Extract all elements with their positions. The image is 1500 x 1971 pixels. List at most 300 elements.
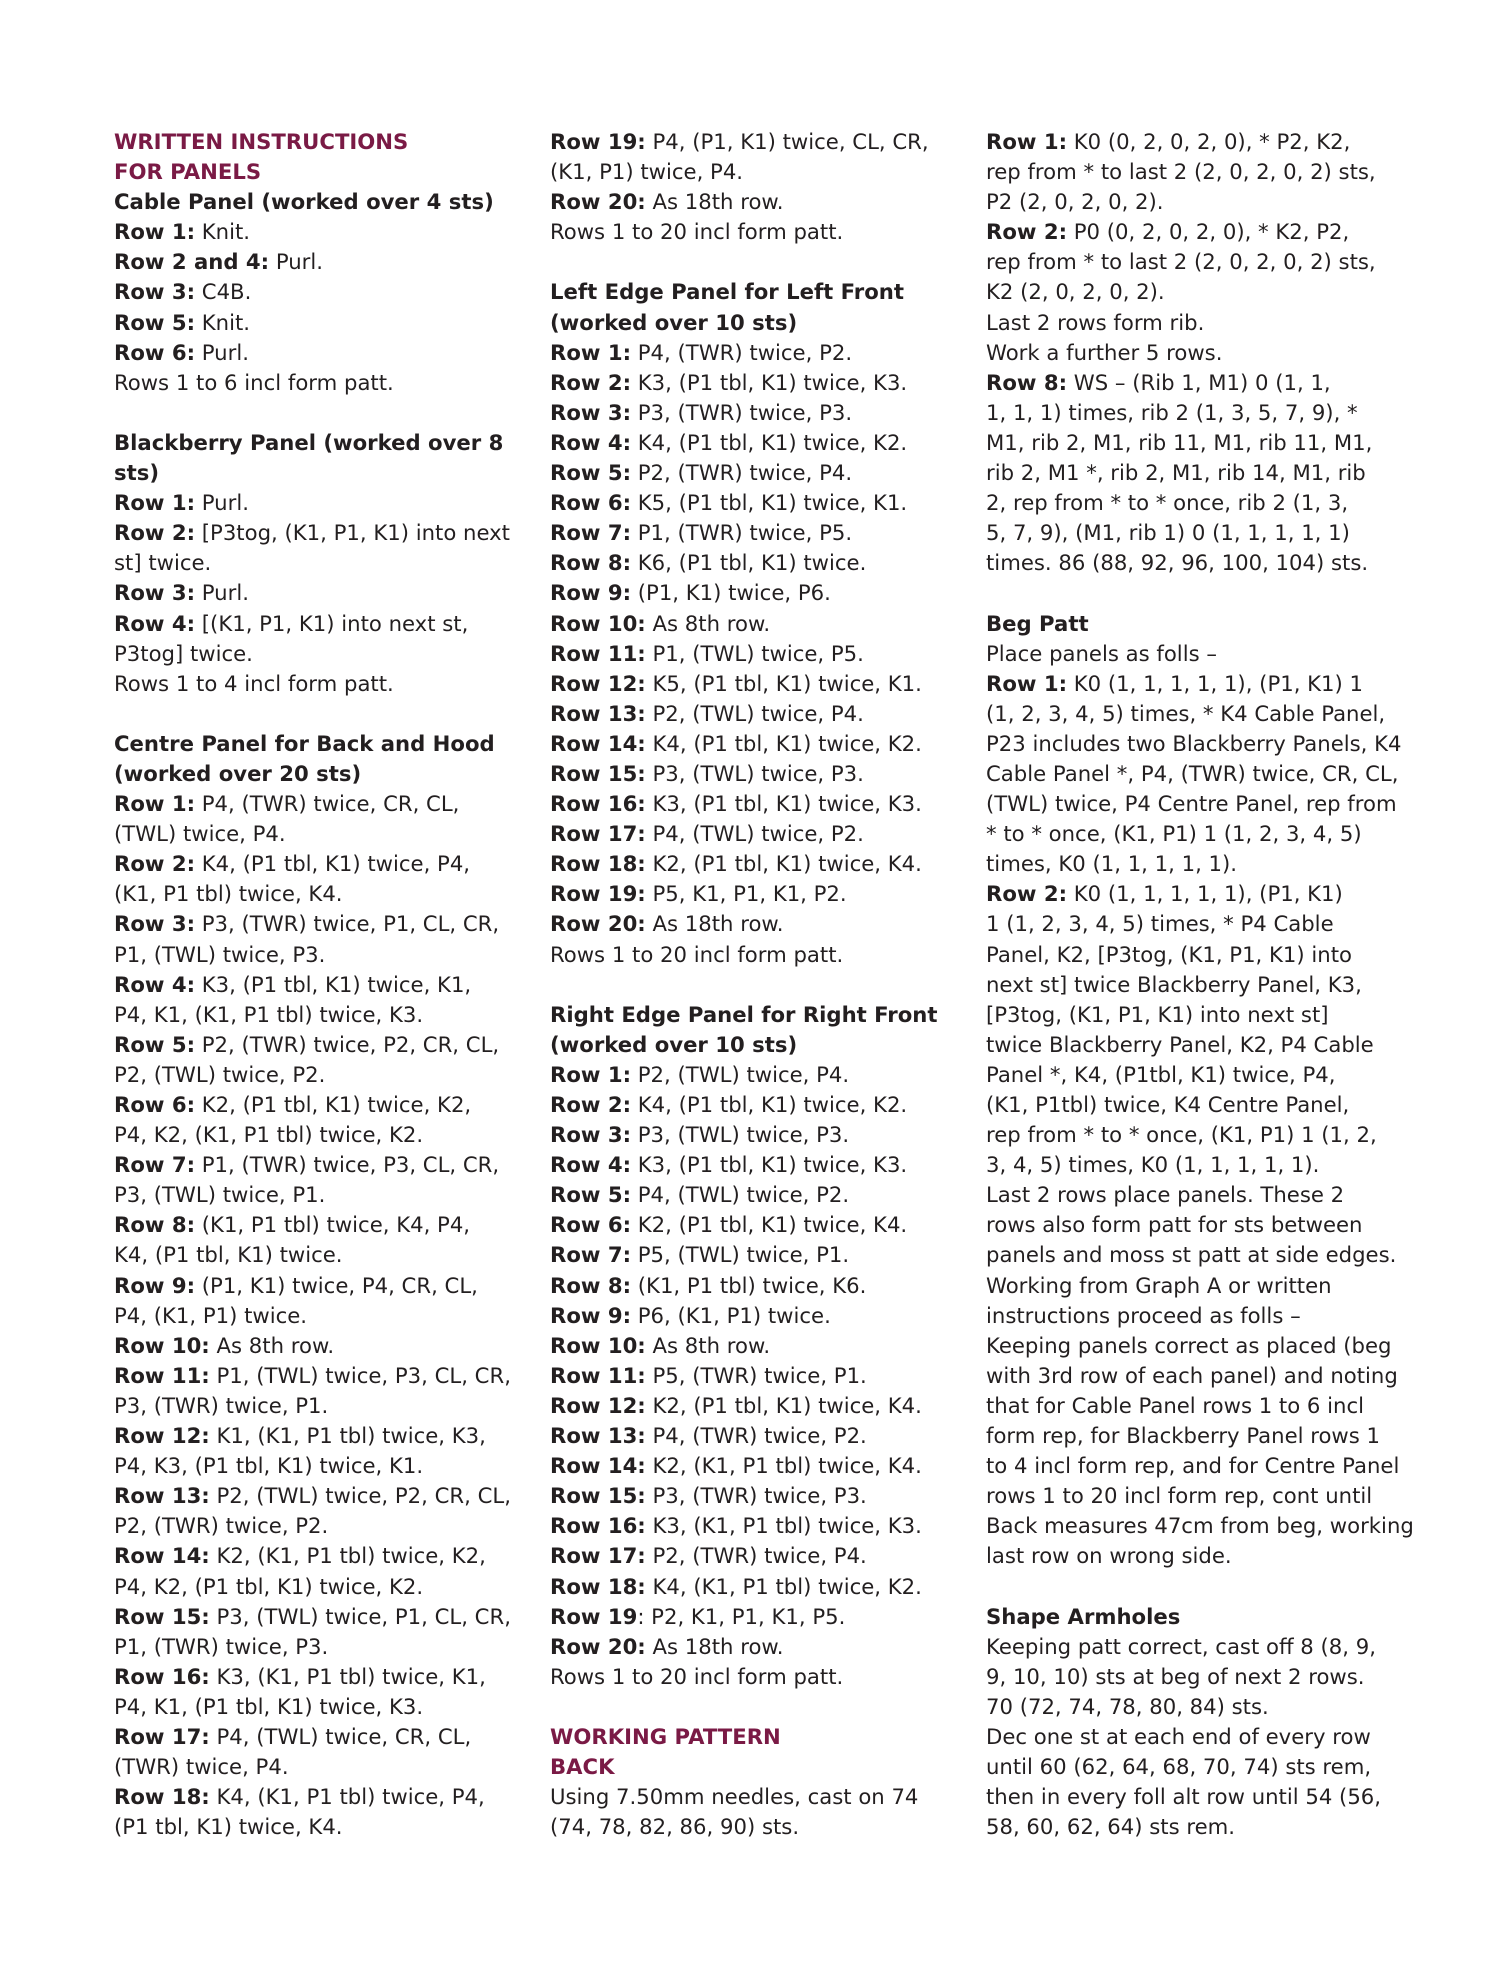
section-heading: WRITTEN INSTRUCTIONS xyxy=(114,129,409,154)
row-label: Row 7: xyxy=(550,520,632,546)
row-instruction xyxy=(550,639,962,669)
row-instruction xyxy=(114,247,528,277)
row-instruction xyxy=(550,368,962,398)
row-text: (K1, P1 tbl) twice, K6. xyxy=(631,1272,867,1298)
row-continuation: P3tog] twice. xyxy=(114,640,253,666)
row-label: Row 12: xyxy=(550,1392,646,1418)
row-continuation: (P1 tbl, K1) twice, K4. xyxy=(114,1814,343,1840)
body-line: Dec one st at each end of every row xyxy=(986,1723,1371,1749)
row-text: P6, (K1, P1) twice. xyxy=(631,1302,831,1328)
row-continuation: st] twice. xyxy=(114,550,212,576)
row-instruction xyxy=(550,1331,962,1361)
row-text: P5, K1, P1, K1, P2. xyxy=(645,881,847,907)
row-text: K4, (P1 tbl, K1) twice, K2. xyxy=(645,730,922,756)
row-continuation: rep from * to last 2 (2, 0, 2, 0, 2) sts, xyxy=(986,159,1376,185)
row-text: P3, (TWR) twice, P3. xyxy=(645,1483,867,1509)
row-instruction xyxy=(550,458,962,488)
row-instruction xyxy=(114,277,528,307)
row-instruction xyxy=(550,1090,962,1120)
row-label: Row 7: xyxy=(550,1242,632,1268)
row-instruction xyxy=(550,548,962,578)
row-text: Purl. xyxy=(195,339,249,365)
section-heading: WORKING PATTERN xyxy=(550,1723,781,1749)
row-label: Row 6: xyxy=(550,490,632,516)
column-3 xyxy=(986,127,1414,1842)
row-instruction xyxy=(550,849,962,879)
row-text: K4, (P1 tbl, K1) twice, K2. xyxy=(631,429,908,455)
row-label: Row 2: xyxy=(986,219,1068,245)
row-instruction xyxy=(114,789,528,819)
section-heading: BACK xyxy=(550,1754,615,1780)
row-label: Row 3: xyxy=(114,279,196,305)
row-label: Row 17: xyxy=(550,821,646,847)
row-text: Knit. xyxy=(195,309,251,335)
panel-title: Cable Panel (worked over 4 sts) xyxy=(114,189,494,215)
row-label: Row 3: xyxy=(114,580,196,606)
row-continuation: P4, K1, (K1, P1 tbl) twice, K3. xyxy=(114,1001,424,1027)
row-instruction xyxy=(114,849,528,879)
row-instruction xyxy=(550,1391,962,1421)
row-label: Row 2: xyxy=(114,851,196,877)
body-line: Last 2 rows place panels. These 2 xyxy=(986,1182,1345,1208)
row-instruction xyxy=(550,609,962,639)
row-continuation: K2 (2, 0, 2, 0, 2). xyxy=(986,279,1165,305)
row-label: Row 1: xyxy=(550,1061,632,1087)
row-label: Row 20: xyxy=(550,1633,646,1659)
row-text: P1, (TWR) twice, P3, CL, CR, xyxy=(195,1152,500,1178)
row-instruction xyxy=(550,729,962,759)
row-text: P4, (TWL) twice, P2. xyxy=(645,821,864,847)
panel-title: Blackberry Panel (worked over 8 xyxy=(114,429,504,455)
row-instruction xyxy=(114,1481,528,1511)
row-text: K3, (K1, P1 tbl) twice, K1, xyxy=(209,1663,486,1689)
row-label: Row 6: xyxy=(114,339,196,365)
row-text: Purl. xyxy=(269,249,323,275)
row-continuation: times. 86 (88, 92, 96, 100, 104) sts. xyxy=(986,550,1369,576)
row-text: P3, (TWL) twice, P3. xyxy=(631,1122,850,1148)
row-instruction xyxy=(550,879,962,909)
row-text: P4, (TWR) twice, P2. xyxy=(631,339,853,365)
row-instruction xyxy=(550,669,962,699)
row-label: Row 11: xyxy=(550,640,646,666)
row-continuation: 1, 1, 1) times, rib 2 (1, 3, 5, 7, 9), * xyxy=(986,399,1358,425)
row-text: K4, (P1 tbl, K1) twice, K2. xyxy=(631,1092,908,1117)
row-instruction xyxy=(114,578,528,608)
row-instruction xyxy=(114,970,528,1000)
row-continuation: K4, (P1 tbl, K1) twice. xyxy=(114,1242,343,1268)
body-line: panels and moss st patt at side edges. xyxy=(986,1242,1397,1268)
row-instruction xyxy=(114,1090,528,1120)
row-instruction xyxy=(550,1511,962,1541)
row-text: Knit. xyxy=(195,219,251,245)
row-text: P2, (TWR) twice, P2, CR, CL, xyxy=(195,1031,500,1057)
row-text: K5, (P1 tbl, K1) twice, K1. xyxy=(645,670,922,696)
row-instruction xyxy=(550,1210,962,1240)
row-text: P4, (TWL) twice, P2. xyxy=(631,1182,850,1208)
row-label: Row 1: xyxy=(550,339,632,365)
row-label: Row 15: xyxy=(550,1483,646,1509)
row-continuation: 5, 7, 9), (M1, rib 1) 0 (1, 1, 1, 1, 1) xyxy=(986,520,1350,546)
row-instruction xyxy=(550,699,962,729)
row-label: Row 6: xyxy=(114,1092,196,1117)
body-line: Back measures 47cm from beg, working xyxy=(986,1513,1414,1539)
row-label: Row 15: xyxy=(114,1603,210,1629)
row-label: Row 13: xyxy=(550,700,646,726)
row-instruction xyxy=(550,1271,962,1301)
row-label: Row 10: xyxy=(114,1332,210,1358)
row-label: Row 19 xyxy=(550,1603,638,1629)
row-label: Row 3: xyxy=(550,1122,632,1148)
row-label: Row 2: xyxy=(550,1092,632,1117)
row-instruction xyxy=(550,1060,962,1090)
row-continuation: (K1, P1 tbl) twice, K4. xyxy=(114,881,343,907)
row-instruction xyxy=(550,338,962,368)
row-text: [(K1, P1, K1) into next st, xyxy=(195,610,469,636)
row-text: As 8th row. xyxy=(645,1332,771,1358)
row-text: P2, (TWL) twice, P4. xyxy=(645,700,864,726)
row-text: P1, (TWL) twice, P5. xyxy=(645,640,864,666)
row-instruction xyxy=(550,187,962,217)
body-line: until 60 (62, 64, 68, 70, 74) sts rem, xyxy=(986,1754,1372,1780)
row-text: K0 (1, 1, 1, 1, 1), (P1, K1) xyxy=(1067,881,1343,907)
row-label: Row 5: xyxy=(550,1182,632,1208)
row-continuation: [P3tog, (K1, P1, K1) into next st] xyxy=(986,1001,1329,1027)
row-instruction xyxy=(114,1030,528,1060)
row-text: K3, (P1 tbl, K1) twice, K3. xyxy=(631,1152,908,1178)
row-text: P3, (TWR) twice, P1, CL, CR, xyxy=(195,911,500,937)
row-text: : P2, K1, P1, K1, P5. xyxy=(637,1603,846,1629)
row-label: Row 5: xyxy=(114,309,196,335)
row-continuation: * to * once, (K1, P1) 1 (1, 2, 3, 4, 5) xyxy=(986,821,1362,847)
row-instruction xyxy=(114,1421,528,1451)
row-continuation: P2, (TWL) twice, P2. xyxy=(114,1061,326,1087)
body-line: then in every foll alt row until 54 (56, xyxy=(986,1784,1382,1810)
row-label: Row 1: xyxy=(986,129,1068,154)
row-text: (K1, P1 tbl) twice, K4, P4, xyxy=(195,1212,471,1238)
row-instruction xyxy=(550,759,962,789)
row-text: K3, (P1 tbl, K1) twice, K3. xyxy=(631,369,908,395)
row-instruction xyxy=(986,669,1398,699)
row-instruction xyxy=(114,338,528,368)
row-instruction xyxy=(550,1481,962,1511)
row-continuation: (TWL) twice, P4. xyxy=(114,821,286,847)
row-instruction xyxy=(114,1782,528,1812)
row-label: Row 20: xyxy=(550,911,646,937)
row-text: K2, (P1 tbl, K1) twice, K4. xyxy=(645,851,922,877)
body-line: Using 7.50mm needles, cast on 74 xyxy=(550,1784,919,1810)
row-continuation: P4, K1, (P1 tbl, K1) twice, K3. xyxy=(114,1693,424,1719)
row-instruction xyxy=(114,909,528,939)
row-instruction xyxy=(550,127,962,157)
row-continuation: rib 2, M1 *, rib 2, M1, rib 14, M1, rib xyxy=(986,460,1366,486)
row-instruction xyxy=(550,1451,962,1481)
row-instruction xyxy=(550,789,962,819)
row-text: P4, (TWR) twice, P2. xyxy=(645,1423,867,1449)
row-label: Row 9: xyxy=(114,1272,196,1298)
row-instruction xyxy=(114,609,528,639)
row-instruction xyxy=(550,1180,962,1210)
row-instruction xyxy=(114,1271,528,1301)
body-line: Keeping panels correct as placed (beg xyxy=(986,1332,1392,1358)
body-line: Last 2 rows form rib. xyxy=(986,309,1205,335)
row-label: Row 14: xyxy=(114,1543,210,1569)
row-text: K3, (K1, P1 tbl) twice, K3. xyxy=(645,1513,922,1539)
row-instruction xyxy=(114,1541,528,1571)
row-label: Row 6: xyxy=(550,1212,632,1238)
row-label: Row 19: xyxy=(550,129,646,154)
row-continuation: P4, K2, (K1, P1 tbl) twice, K2. xyxy=(114,1122,424,1148)
row-instruction xyxy=(550,1361,962,1391)
row-continuation: rep from * to * once, (K1, P1) 1 (1, 2, xyxy=(986,1122,1377,1148)
panel-title: Beg Patt xyxy=(986,610,1089,636)
row-label: Row 1: xyxy=(986,670,1068,696)
row-continuation: P4, (K1, P1) twice. xyxy=(114,1302,308,1328)
row-label: Row 3: xyxy=(550,399,632,425)
row-label: Row 9: xyxy=(550,580,632,606)
body-line: form rep, for Blackberry Panel rows 1 xyxy=(986,1423,1381,1449)
row-label: Row 2: xyxy=(114,520,196,546)
row-continuation: times, K0 (1, 1, 1, 1, 1). xyxy=(986,851,1238,877)
row-instruction xyxy=(986,127,1398,157)
row-text: P4, (P1, K1) twice, CL, CR, xyxy=(645,129,929,154)
row-text: P1, (TWL) twice, P3, CL, CR, xyxy=(209,1362,511,1388)
row-label: Row 2 and 4: xyxy=(114,249,270,275)
row-text: K4, (K1, P1 tbl) twice, K2. xyxy=(645,1573,922,1599)
row-continuation: 1 (1, 2, 3, 4, 5) times, * P4 Cable xyxy=(986,911,1334,937)
row-label: Row 13: xyxy=(114,1483,210,1509)
row-label: Row 1: xyxy=(114,490,196,516)
row-label: Row 12: xyxy=(550,670,646,696)
row-instruction xyxy=(550,578,962,608)
row-text: (P1, K1) twice, P6. xyxy=(631,580,831,606)
body-line: that for Cable Panel rows 1 to 6 incl xyxy=(986,1392,1365,1418)
row-label: Row 7: xyxy=(114,1152,196,1178)
row-text: P1, (TWR) twice, P5. xyxy=(631,520,853,546)
body-line: Work a further 5 rows. xyxy=(986,339,1223,365)
row-text: K5, (P1 tbl, K1) twice, K1. xyxy=(631,490,908,516)
row-instruction xyxy=(550,819,962,849)
row-instruction xyxy=(550,1572,962,1602)
panel-title: Centre Panel for Back and Hood xyxy=(114,730,495,756)
row-instruction xyxy=(550,1632,962,1662)
body-line: (74, 78, 82, 86, 90) sts. xyxy=(550,1814,800,1840)
panel-title: Left Edge Panel for Left Front xyxy=(550,279,905,305)
row-instruction xyxy=(114,1331,528,1361)
panel-footer: Rows 1 to 20 incl form patt. xyxy=(550,1663,844,1689)
row-text: As 8th row. xyxy=(645,610,771,636)
row-label: Row 4: xyxy=(550,429,632,455)
row-continuation: (K1, P1) twice, P4. xyxy=(550,159,744,185)
column-1 xyxy=(114,127,528,1842)
row-text: K1, (K1, P1 tbl) twice, K3, xyxy=(209,1423,486,1449)
row-instruction xyxy=(114,1210,528,1240)
row-instruction xyxy=(550,1150,962,1180)
row-text: K2, (P1 tbl, K1) twice, K4. xyxy=(645,1392,922,1418)
body-line: rows 1 to 20 incl form rep, cont until xyxy=(986,1483,1373,1509)
row-label: Row 5: xyxy=(550,460,632,486)
row-continuation: 3, 4, 5) times, K0 (1, 1, 1, 1, 1). xyxy=(986,1152,1320,1178)
row-label: Row 18: xyxy=(114,1784,210,1810)
body-line: rows also form patt for sts between xyxy=(986,1212,1363,1238)
row-text: K2, (K1, P1 tbl) twice, K4. xyxy=(645,1453,922,1479)
panel-title: (worked over 20 sts) xyxy=(114,760,362,786)
row-text: Purl. xyxy=(195,490,249,516)
body-line: instructions proceed as folls – xyxy=(986,1302,1301,1328)
row-continuation: P4, K2, (P1 tbl, K1) twice, K2. xyxy=(114,1573,424,1599)
row-instruction xyxy=(550,1301,962,1331)
row-label: Row 16: xyxy=(550,791,646,817)
row-label: Row 18: xyxy=(550,1573,646,1599)
row-instruction xyxy=(986,368,1398,398)
row-text: As 18th row. xyxy=(645,1633,784,1659)
row-label: Row 17: xyxy=(550,1543,646,1569)
row-label: Row 11: xyxy=(550,1362,646,1388)
row-label: Row 8: xyxy=(986,369,1068,395)
section-heading: FOR PANELS xyxy=(114,159,262,185)
row-continuation: Panel, K2, [P3tog, (K1, P1, K1) into xyxy=(986,941,1352,967)
row-instruction xyxy=(114,518,528,548)
row-label: Row 4: xyxy=(114,610,196,636)
row-continuation: Panel *, K4, (P1tbl, K1) twice, P4, xyxy=(986,1061,1336,1087)
row-text: P3, (TWR) twice, P3. xyxy=(631,399,853,425)
row-label: Row 8: xyxy=(550,1272,632,1298)
row-label: Row 13: xyxy=(550,1423,646,1449)
body-line: to 4 incl form rep, and for Centre Panel xyxy=(986,1453,1400,1479)
row-text: K4, (P1 tbl, K1) twice, P4, xyxy=(195,851,471,877)
row-instruction xyxy=(550,1120,962,1150)
body-line: Place panels as folls – xyxy=(986,640,1217,666)
row-text: P5, (TWR) twice, P1. xyxy=(645,1362,867,1388)
row-label: Row 2: xyxy=(550,369,632,395)
body-line: last row on wrong side. xyxy=(986,1543,1232,1569)
row-continuation: 2, rep from * to * once, rib 2 (1, 3, xyxy=(986,490,1349,516)
row-text: (P1, K1) twice, P4, CR, CL, xyxy=(195,1272,478,1298)
panel-footer: Rows 1 to 20 incl form patt. xyxy=(550,941,844,967)
body-line: 70 (72, 74, 78, 80, 84) sts. xyxy=(986,1693,1269,1719)
row-continuation: P23 includes two Blackberry Panels, K4 xyxy=(986,730,1402,756)
row-continuation: P2 (2, 0, 2, 0, 2). xyxy=(986,189,1164,215)
row-continuation: P1, (TWR) twice, P3. xyxy=(114,1633,329,1659)
row-label: Row 4: xyxy=(550,1152,632,1178)
row-instruction xyxy=(550,428,962,458)
row-label: Row 1: xyxy=(114,219,196,245)
panel-title: Shape Armholes xyxy=(986,1603,1181,1629)
row-label: Row 16: xyxy=(550,1513,646,1539)
row-continuation: M1, rib 2, M1, rib 11, M1, rib 11, M1, xyxy=(986,429,1373,455)
row-text: P3, (TWL) twice, P1, CL, CR, xyxy=(209,1603,511,1629)
row-continuation: Cable Panel *, P4, (TWR) twice, CR, CL, xyxy=(986,760,1399,786)
row-label: Row 11: xyxy=(114,1362,210,1388)
row-continuation: (K1, P1tbl) twice, K4 Centre Panel, xyxy=(986,1092,1350,1117)
row-continuation: P4, K3, (P1 tbl, K1) twice, K1. xyxy=(114,1453,424,1479)
row-continuation: P3, (TWL) twice, P1. xyxy=(114,1182,326,1208)
row-label: Row 10: xyxy=(550,1332,646,1358)
row-text: Purl. xyxy=(195,580,249,606)
row-instruction xyxy=(550,1421,962,1451)
column-2 xyxy=(550,127,962,1842)
panel-title: sts) xyxy=(114,460,160,486)
row-label: Row 8: xyxy=(550,550,632,576)
row-instruction xyxy=(550,518,962,548)
row-continuation: rep from * to last 2 (2, 0, 2, 0, 2) sts, xyxy=(986,249,1376,275)
row-label: Row 1: xyxy=(114,791,196,817)
row-label: Row 12: xyxy=(114,1423,210,1449)
row-instruction xyxy=(114,1150,528,1180)
row-instruction xyxy=(550,1541,962,1571)
row-text: K4, (K1, P1 tbl) twice, P4, xyxy=(209,1784,485,1810)
row-text: K6, (P1 tbl, K1) twice. xyxy=(631,550,867,576)
row-text: As 18th row. xyxy=(645,911,784,937)
row-text: [P3tog, (K1, P1, K1) into next xyxy=(195,520,510,546)
panel-footer: Rows 1 to 20 incl form patt. xyxy=(550,219,844,245)
row-label: Row 3: xyxy=(114,911,196,937)
body-line: with 3rd row of each panel) and noting xyxy=(986,1362,1398,1388)
body-line: 58, 60, 62, 64) sts rem. xyxy=(986,1814,1236,1840)
row-label: Row 9: xyxy=(550,1302,632,1328)
row-label: Row 2: xyxy=(986,881,1068,907)
row-label: Row 5: xyxy=(114,1031,196,1057)
body-line: Keeping patt correct, cast off 8 (8, 9, xyxy=(986,1633,1376,1659)
panel-footer: Rows 1 to 6 incl form patt. xyxy=(114,369,394,395)
row-text: P2, (TWR) twice, P4. xyxy=(631,460,853,486)
row-text: K2, (P1 tbl, K1) twice, K2, xyxy=(195,1092,472,1117)
row-label: Row 14: xyxy=(550,1453,646,1479)
panel-title: Right Edge Panel for Right Front xyxy=(550,1001,938,1027)
row-label: Row 14: xyxy=(550,730,646,756)
row-instruction xyxy=(114,488,528,518)
body-line: 9, 10, 10) sts at beg of next 2 rows. xyxy=(986,1663,1365,1689)
row-instruction xyxy=(550,1240,962,1270)
row-text: P2, (TWL) twice, P4. xyxy=(631,1061,850,1087)
row-text: P5, (TWL) twice, P1. xyxy=(631,1242,850,1268)
row-continuation: P1, (TWL) twice, P3. xyxy=(114,941,326,967)
row-instruction xyxy=(550,909,962,939)
row-text: K2, (K1, P1 tbl) twice, K2, xyxy=(209,1543,486,1569)
row-instruction xyxy=(986,879,1398,909)
row-continuation: P2, (TWR) twice, P2. xyxy=(114,1513,329,1539)
panel-title: (worked over 10 sts) xyxy=(550,1031,798,1057)
row-text: P4, (TWR) twice, CR, CL, xyxy=(195,791,460,817)
row-continuation: (1, 2, 3, 4, 5) times, * K4 Cable Panel, xyxy=(986,700,1386,726)
row-instruction xyxy=(114,1722,528,1752)
row-instruction xyxy=(986,217,1398,247)
panel-footer: Rows 1 to 4 incl form patt. xyxy=(114,670,394,696)
row-text: K0 (1, 1, 1, 1, 1), (P1, K1) 1 xyxy=(1067,670,1364,696)
row-continuation: P3, (TWR) twice, P1. xyxy=(114,1392,329,1418)
row-instruction xyxy=(114,217,528,247)
row-label: Row 18: xyxy=(550,851,646,877)
row-instruction xyxy=(550,488,962,518)
row-text: P0 (0, 2, 0, 2, 0), * K2, P2, xyxy=(1067,219,1350,245)
row-label: Row 16: xyxy=(114,1663,210,1689)
row-text: WS – (Rib 1, M1) 0 (1, 1, xyxy=(1067,369,1331,395)
row-text: K0 (0, 2, 0, 2, 0), * P2, K2, xyxy=(1067,129,1351,154)
row-instruction xyxy=(114,1662,528,1692)
row-label: Row 10: xyxy=(550,610,646,636)
row-text: P2, (TWR) twice, P4. xyxy=(645,1543,867,1569)
body-line: Working from Graph A or written xyxy=(986,1272,1332,1298)
row-continuation: (TWR) twice, P4. xyxy=(114,1754,289,1780)
row-continuation: twice Blackberry Panel, K2, P4 Cable xyxy=(986,1031,1374,1057)
row-text: As 18th row. xyxy=(645,189,784,215)
row-label: Row 8: xyxy=(114,1212,196,1238)
row-text: K3, (P1 tbl, K1) twice, K1, xyxy=(195,971,472,997)
row-continuation: next st] twice Blackberry Panel, K3, xyxy=(986,971,1362,997)
row-instruction xyxy=(114,1361,528,1391)
row-instruction xyxy=(114,308,528,338)
row-label: Row 20: xyxy=(550,189,646,215)
row-continuation: (TWL) twice, P4 Centre Panel, rep from xyxy=(986,791,1397,817)
